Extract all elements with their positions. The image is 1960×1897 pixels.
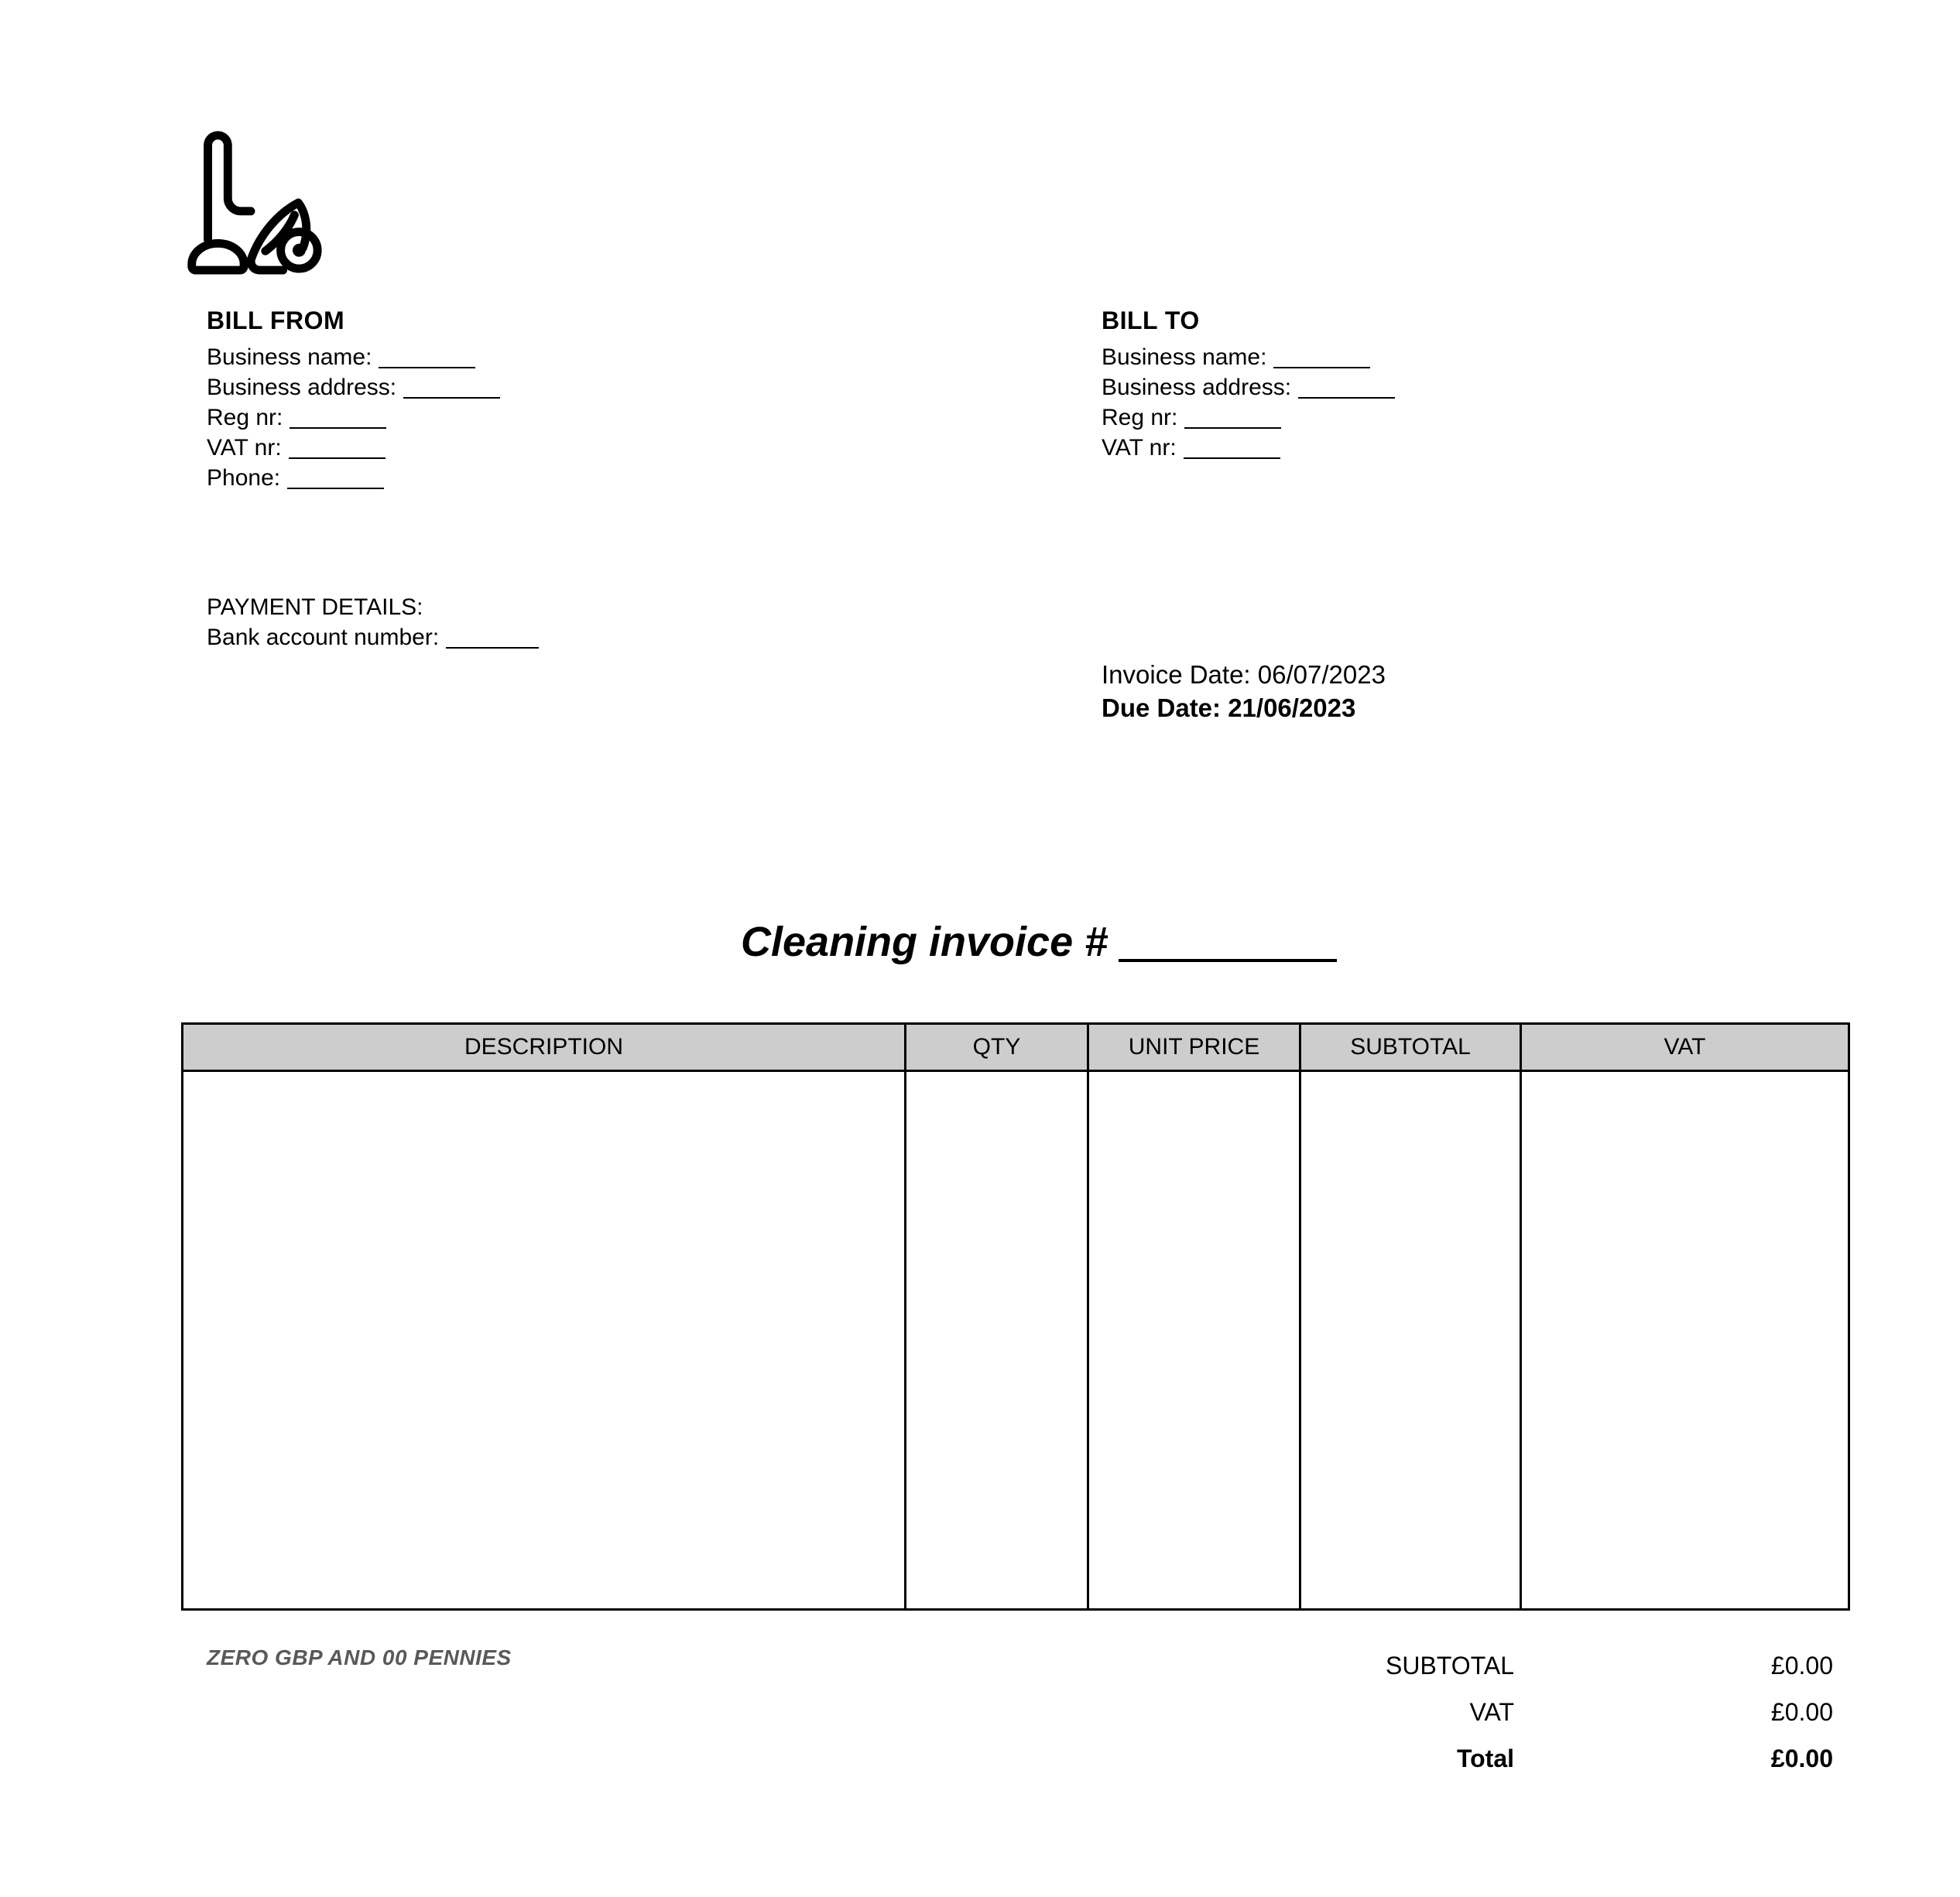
- vacuum-cleaner-icon: [174, 124, 327, 276]
- invoice-date-value: 06/07/2023: [1257, 660, 1386, 689]
- invoice-date-line: [1102, 658, 1386, 691]
- bank-account-number: [207, 622, 539, 652]
- total-row: [1316, 1735, 1833, 1782]
- blank-line: [446, 647, 539, 649]
- vat-value: £0.00: [1770, 1697, 1833, 1726]
- table-cell-subtotal: [1301, 1072, 1522, 1608]
- vat-label: VAT: [1469, 1697, 1514, 1726]
- table-cell-unit-price: [1089, 1072, 1301, 1608]
- bill-from-phone: [207, 463, 640, 493]
- totals-section: [1316, 1642, 1833, 1782]
- bill-to-title: BILL TO: [1102, 306, 1200, 334]
- field-label: Reg nr:: [1102, 405, 1178, 430]
- payment-details-section: [207, 592, 539, 652]
- vat-row: [1316, 1689, 1833, 1735]
- field-label: Reg nr:: [207, 405, 283, 430]
- blank-line: [403, 397, 500, 399]
- column-header-description: DESCRIPTION: [183, 1025, 906, 1070]
- dates-section: [1102, 658, 1386, 724]
- table-cell-qty: [906, 1072, 1089, 1608]
- invoice-number-blank: [1119, 959, 1337, 962]
- field-label: Phone:: [207, 465, 281, 491]
- amount-in-words: ZERO GBP AND 00 PENNIES: [207, 1645, 512, 1669]
- blank-line: [379, 367, 475, 368]
- subtotal-row: [1316, 1642, 1833, 1689]
- bill-to-reg-nr: [1102, 402, 1535, 433]
- blank-line: [1184, 457, 1280, 459]
- bill-from-title: BILL FROM: [207, 306, 345, 334]
- field-label: VAT nr:: [1102, 435, 1177, 461]
- field-label: Business name:: [207, 344, 372, 370]
- bill-to-vat-nr: [1102, 433, 1535, 463]
- column-header-subtotal: SUBTOTAL: [1301, 1025, 1522, 1070]
- table-header-row: [183, 1025, 1848, 1072]
- blank-line: [289, 457, 385, 459]
- total-label: Total: [1456, 1744, 1514, 1772]
- field-label: Bank account number:: [207, 625, 440, 650]
- field-label: Business address:: [1102, 375, 1292, 400]
- table-cell-description: [183, 1072, 906, 1608]
- bill-to-business-address: [1102, 372, 1535, 402]
- field-label: Business address:: [207, 375, 397, 400]
- due-date-label: Due Date:: [1102, 693, 1222, 722]
- bill-from-business-name: [207, 342, 640, 372]
- blank-line: [1273, 367, 1370, 368]
- blank-line: [290, 427, 386, 429]
- bill-to-business-name: [1102, 342, 1535, 372]
- bill-to-section: [1102, 306, 1535, 463]
- payment-details-title: PAYMENT DETAILS:: [207, 594, 423, 620]
- line-items-table: [181, 1022, 1850, 1611]
- due-date-line: [1102, 691, 1386, 724]
- due-date-value: 21/06/2023: [1228, 693, 1356, 722]
- invoice-title: [741, 918, 1337, 966]
- invoice-date-label: Invoice Date:: [1102, 660, 1251, 689]
- bill-from-vat-nr: [207, 433, 640, 463]
- blank-line: [287, 488, 384, 489]
- column-header-unit-price: UNIT PRICE: [1089, 1025, 1301, 1070]
- field-label: Business name:: [1102, 344, 1267, 370]
- column-header-qty: QTY: [906, 1025, 1089, 1070]
- blank-line: [1298, 397, 1395, 399]
- bill-from-business-address: [207, 372, 640, 402]
- field-label: VAT nr:: [207, 435, 282, 461]
- column-header-vat: VAT: [1664, 1034, 1706, 1060]
- total-value: £0.00: [1770, 1744, 1833, 1772]
- subtotal-label: SUBTOTAL: [1386, 1651, 1514, 1680]
- table-body: [183, 1072, 1848, 1608]
- table-cell-vat: [1522, 1072, 1848, 1608]
- bill-from-section: [207, 306, 640, 493]
- subtotal-value: £0.00: [1770, 1651, 1833, 1680]
- blank-line: [1184, 427, 1281, 429]
- invoice-title-text: Cleaning invoice #: [741, 919, 1108, 965]
- bill-from-reg-nr: [207, 402, 640, 433]
